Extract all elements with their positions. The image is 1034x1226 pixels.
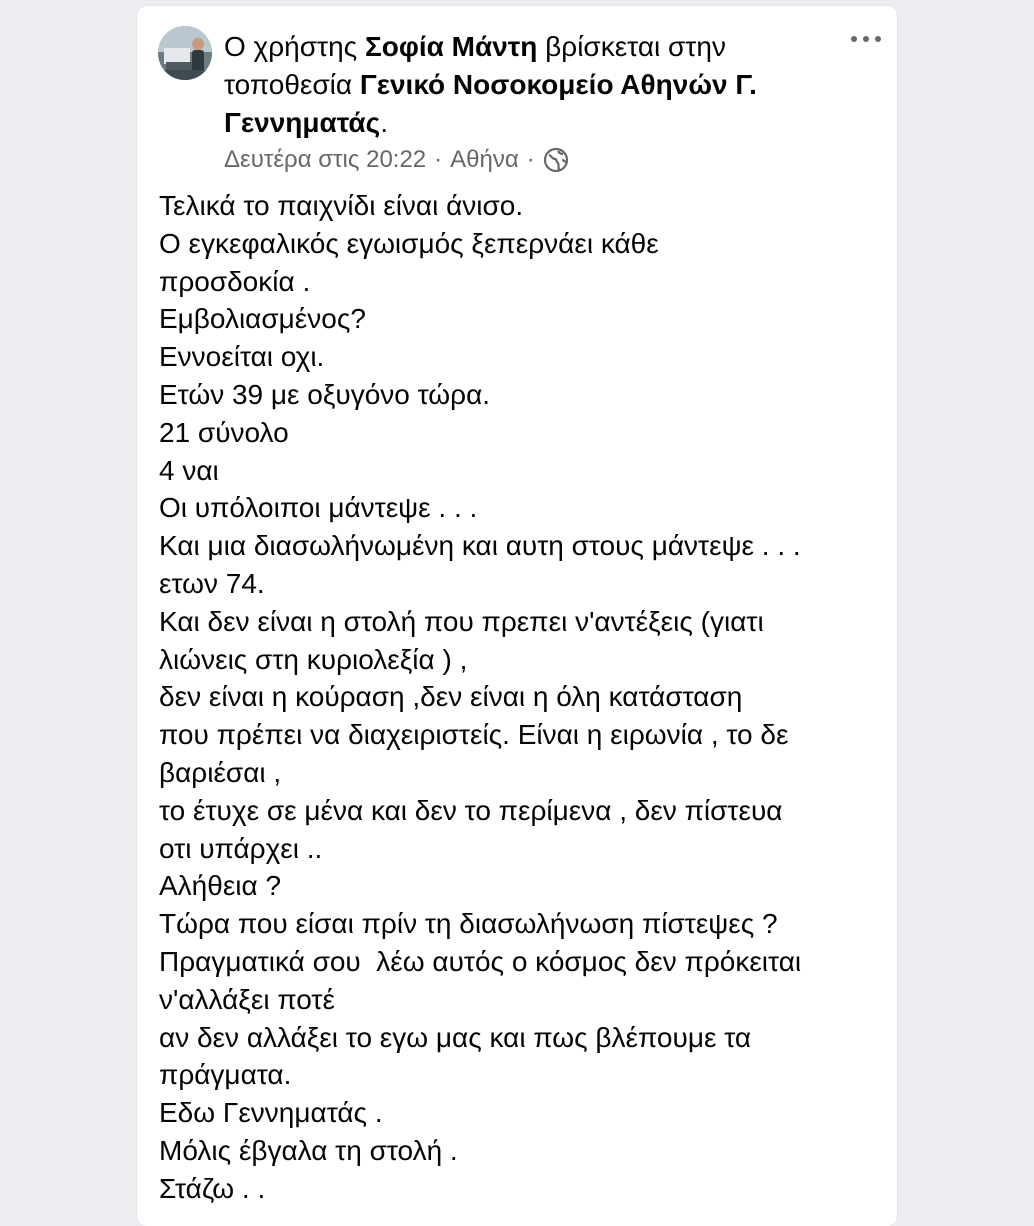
more-dot: [863, 36, 869, 42]
post-card: [137, 6, 897, 1226]
post-body-line: δεν είναι η κούραση ,δεν είναι η όλη κατάσταση: [159, 681, 743, 713]
post-body-line: πράγματα.: [159, 1059, 292, 1091]
post-body-line: Εννοείται οχι.: [159, 341, 325, 373]
more-dot: [851, 36, 857, 42]
timestamp[interactable]: Δευτέρα στις 20:22: [224, 146, 427, 173]
avatar[interactable]: [158, 26, 212, 80]
post-meta: [224, 144, 569, 176]
more-dot: [875, 36, 881, 42]
post-body-line: Και μια διασωλήνωμένη και αυτη στους μάντεψε . . .: [159, 530, 801, 562]
post-body-line: οτι υπάρχει ..: [159, 832, 323, 864]
post-body-line: Οι υπόλοιποι μάντεψε . . .: [159, 492, 478, 524]
meta-separator: ·: [526, 146, 535, 173]
header-middle: βρίσκεται στην τοποθεσία: [224, 31, 726, 100]
post-body-line: που πρέπει να διαχειριστείς. Είναι η ειρωνία , το δε: [159, 719, 789, 751]
post-body-line: 4 ναι: [159, 454, 219, 486]
post-body-line: Στάζω . .: [159, 1172, 266, 1204]
post-body-line: προσδοκία .: [159, 265, 311, 297]
post-body-line: Αλήθεια ?: [159, 870, 282, 902]
post-body-line: Και δεν είναι η στολή που πρεπει ν'αντέξεις (γιατι: [159, 605, 764, 637]
post-header: [224, 28, 844, 142]
post-body-line: Ο εγκεφαλικός εγωισμός ξεπερνάει κάθε: [159, 227, 659, 259]
header-suffix: .: [380, 107, 388, 138]
location-name[interactable]: Γενικό Νοσοκομείο Αθηνών Γ. Γεννηματάς: [224, 69, 757, 138]
post-body-line: ν'αλλάξει ποτέ: [159, 983, 335, 1015]
meta-separator: ·: [434, 146, 443, 173]
post-body-line: Τώρα που είσαι πρίν τη διασωλήνωση πίστεψες ?: [159, 908, 778, 940]
post-body-line: βαριέσαι ,: [159, 756, 282, 788]
post-body-line: ετων 74.: [159, 567, 265, 599]
post-body-line: Εδω Γεννηματάς .: [159, 1097, 383, 1129]
post-body-line: λιώνεις στη κυριολεξία ) ,: [159, 643, 468, 675]
globe-icon[interactable]: [543, 147, 569, 173]
post-body-line: Τελικά το παιχνίδι είναι άνισο.: [159, 190, 524, 221]
author-name[interactable]: Σοφία Μάντη: [364, 31, 538, 62]
post-body-line: 21 σύνολο: [159, 416, 289, 448]
post-body-line: το έτυχε σε μένα και δεν το περίμενα , δεν πίστευα: [159, 794, 783, 826]
post-body-line: Εμβολιασμένος?: [159, 303, 366, 335]
city[interactable]: Αθήνα: [450, 146, 519, 173]
header-prefix: Ο χρήστης: [224, 31, 365, 62]
post-body-line: Ετών 39 με οξυγόνο τώρα.: [159, 378, 491, 410]
avatar-photo-icon: [158, 26, 212, 80]
post-body-line: Πραγματικά σου λέω αυτός ο κόσμος δεν πρόκειται: [159, 945, 802, 977]
post-body: [159, 187, 887, 1208]
post-body-line: Μόλις έβγαλα τη στολή .: [159, 1134, 458, 1166]
more-options-icon[interactable]: [851, 32, 881, 46]
post-body-line: αν δεν αλλάξει το εγω μας και πως βλέπουμε τα: [159, 1021, 752, 1053]
